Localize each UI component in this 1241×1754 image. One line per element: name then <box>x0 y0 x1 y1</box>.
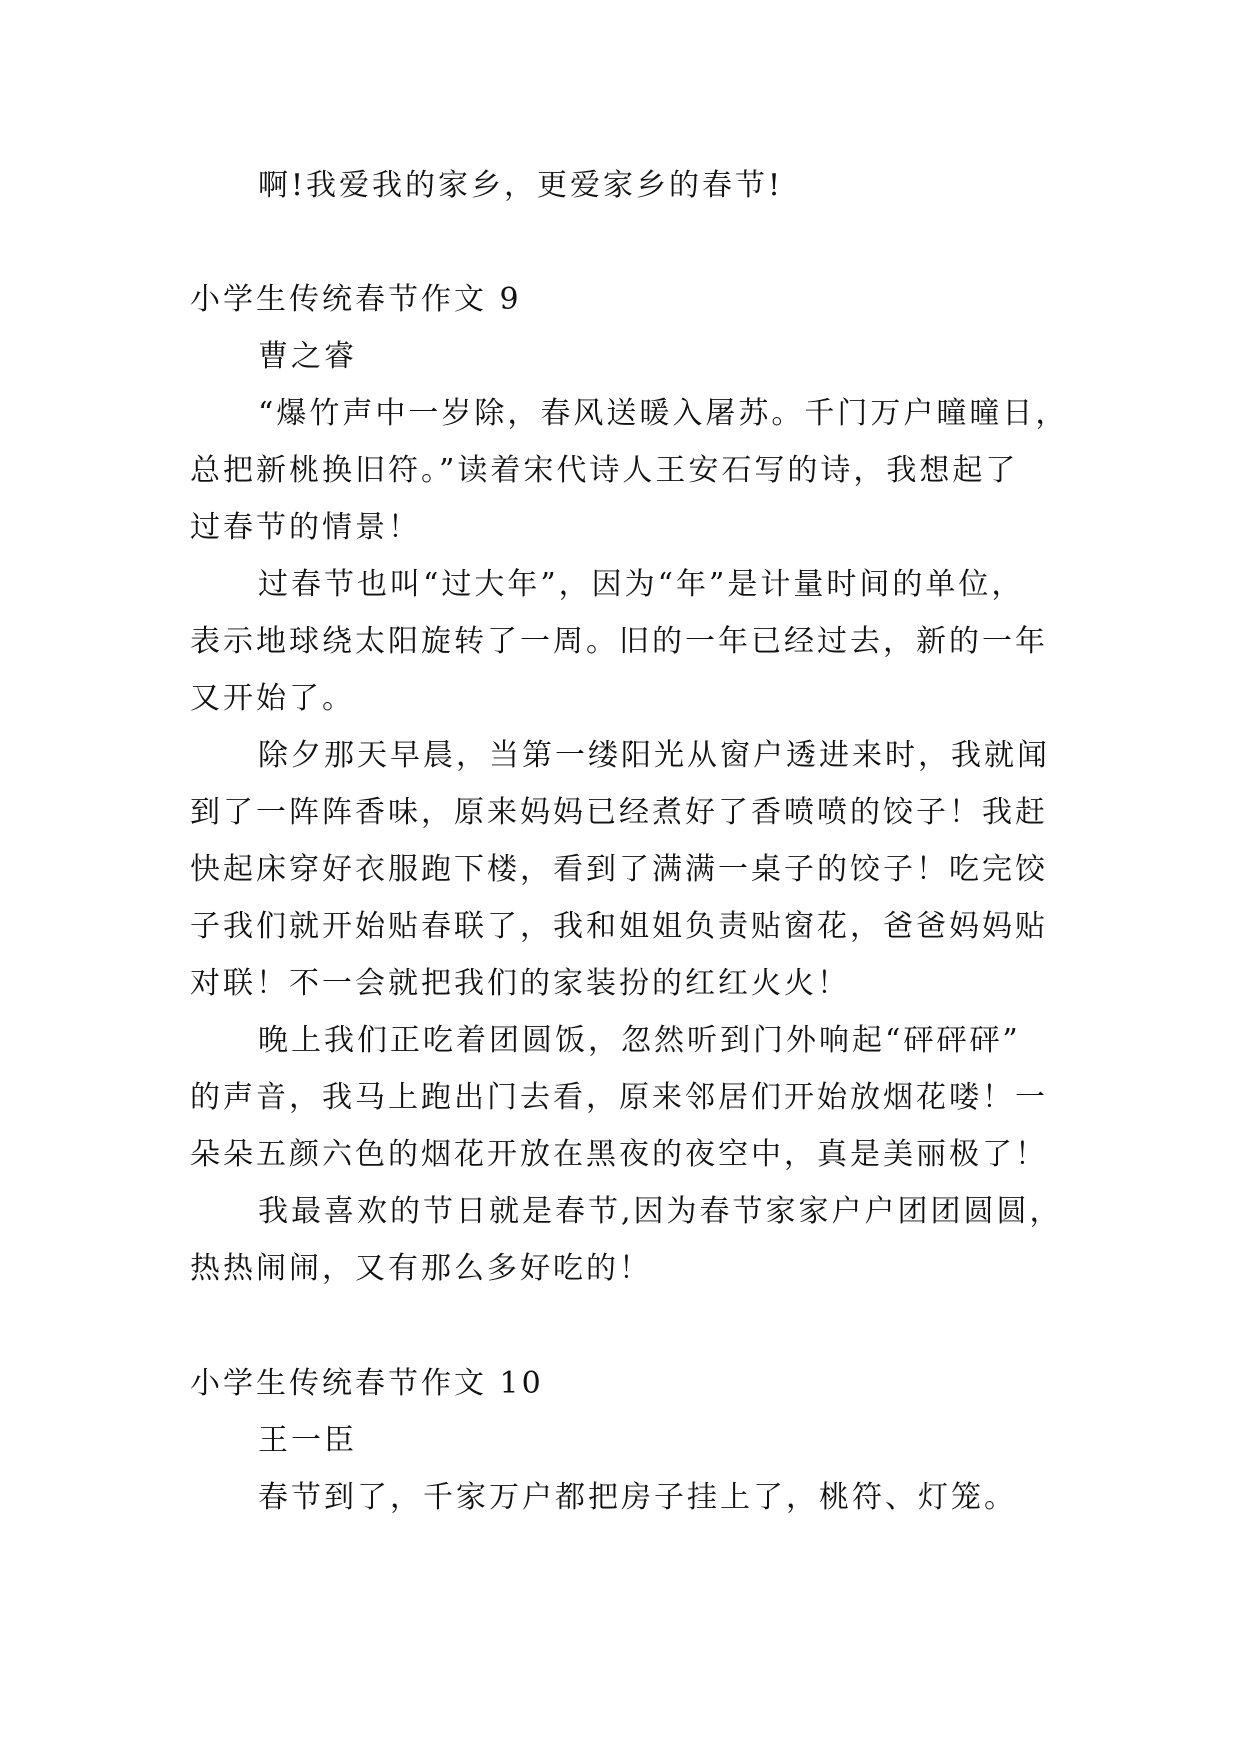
paragraph-line: “爆竹声中一岁除，春风送暖入屠苏。千门万户曈曈日， <box>258 396 1069 431</box>
essay-9-title: 小学生传统春节作文 9 <box>190 282 522 317</box>
paragraph-line: 热热闹闹，又有那么多好吃的！ <box>190 1251 652 1286</box>
essay-9-author: 曹之睿 <box>258 339 357 374</box>
paragraph-line: 过春节也叫“过大年”，因为“年”是计量时间的单位， <box>258 567 1025 602</box>
paragraph-line: 的声音，我马上跑出门去看，原来邻居们开始放烟花喽！一 <box>190 1080 1048 1115</box>
paragraph-line: 春节到了，千家万户都把房子挂上了，桃符、灯笼。 <box>258 1480 1017 1515</box>
paragraph-line: 子我们就开始贴春联了，我和姐姐负责贴窗花，爸爸妈妈贴 <box>190 909 1048 944</box>
paragraph-line: 总把新桃换旧符。”读着宋代诗人王安石写的诗，我想起了 <box>190 453 1019 488</box>
essay-10-title: 小学生传统春节作文 10 <box>190 1366 544 1401</box>
paragraph-line: 我最喜欢的节日就是春节,因为春节家家户户团团圆圆， <box>258 1194 1063 1229</box>
paragraph-line: 晚上我们正吃着团圆饭，忽然听到门外响起“砰砰砰” <box>258 1023 1021 1058</box>
closing-line: 啊!我爱我的家乡，更爱家乡的春节! <box>258 168 784 203</box>
paragraph-line: 又开始了。 <box>190 681 355 716</box>
paragraph-line: 到了一阵阵香味，原来妈妈已经煮好了香喷喷的饺子！我赶 <box>190 795 1048 830</box>
paragraph-line: 除夕那天早晨，当第一缕阳光从窗户透进来时，我就闻 <box>258 738 1050 773</box>
essay-10-author: 王一臣 <box>258 1423 357 1458</box>
paragraph-line: 过春节的情景！ <box>190 510 421 545</box>
paragraph-line: 朵朵五颜六色的烟花开放在黑夜的夜空中，真是美丽极了！ <box>190 1137 1048 1172</box>
paragraph-line: 对联！不一会就把我们的家装扮的红红火火！ <box>190 966 850 1001</box>
paragraph-line: 表示地球绕太阳旋转了一周。旧的一年已经过去，新的一年 <box>190 624 1048 659</box>
paragraph-line: 快起床穿好衣服跑下楼，看到了满满一桌子的饺子！吃完饺 <box>190 852 1048 887</box>
